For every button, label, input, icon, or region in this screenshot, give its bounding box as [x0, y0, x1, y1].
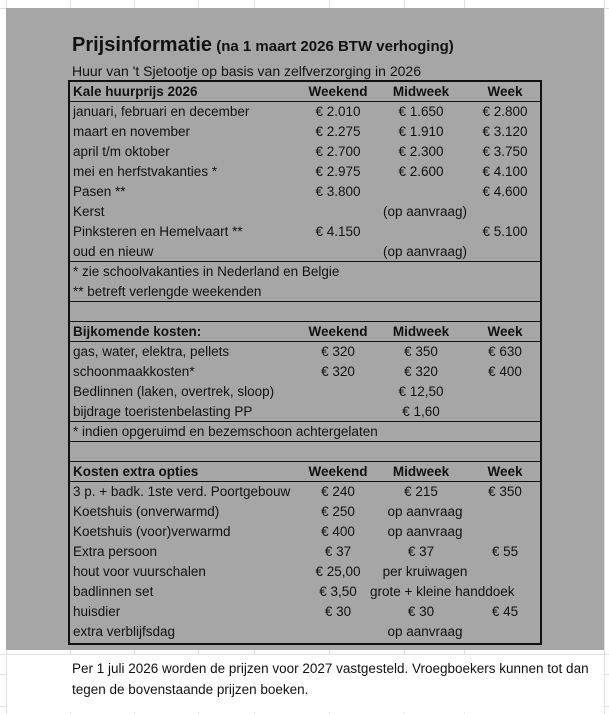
row-label: Kerst: [73, 204, 105, 219]
row-label: Koetshuis (onverwarmd): [73, 504, 220, 519]
column-header-weekend: Weekend: [308, 84, 368, 99]
price-midweek: € 1.910: [398, 124, 444, 139]
price-weekend: € 2.275: [315, 124, 361, 139]
page-title: [72, 34, 454, 57]
table-row: [70, 582, 540, 602]
price-midweek: € 37: [407, 544, 435, 559]
table-row: [70, 622, 540, 642]
table-row: [70, 122, 540, 142]
price-week: € 400: [488, 364, 522, 379]
blank-row: [70, 442, 540, 462]
row-label: Koetshuis (voor)verwarmd: [73, 524, 231, 539]
table-row: [70, 522, 540, 542]
table-row: [70, 482, 540, 502]
price-week: € 55: [491, 544, 519, 559]
row-label: huisdier: [73, 604, 121, 619]
price-midweek: € 1.650: [398, 104, 444, 119]
table-row: [70, 502, 540, 522]
table-row: [70, 102, 540, 122]
column-header-week: Week: [487, 324, 523, 339]
price-weekend: € 25,00: [315, 564, 361, 579]
table-row: [70, 242, 540, 262]
table-row: [70, 562, 540, 582]
price-midweek: € 320: [404, 364, 438, 379]
footnote-row: [70, 282, 540, 302]
price-weekend: € 3,50: [319, 584, 357, 599]
row-label: extra verblijfsdag: [73, 624, 176, 639]
column-header-week: Week: [487, 84, 523, 99]
price-week: € 3.750: [482, 144, 528, 159]
price-week: € 4.600: [482, 184, 528, 199]
price-week: € 5.100: [482, 224, 528, 239]
price-note: (op aanvraag): [382, 204, 468, 219]
row-label: oud en nieuw: [73, 244, 154, 259]
table-row: [70, 382, 540, 402]
price-week: € 45: [491, 604, 519, 619]
row-label: april t/m oktober: [73, 144, 170, 159]
row-label: hout voor vuurschalen: [73, 564, 206, 579]
row-label: Pinksteren en Hemelvaart **: [73, 224, 243, 239]
price-week: € 4.100: [482, 164, 528, 179]
price-week: € 350: [488, 484, 522, 499]
price-note: grote + kleine handdoek: [370, 584, 515, 599]
title-suffix: (na 1 maart 2026 BTW verhoging): [212, 38, 454, 55]
row-label: Kosten extra opties: [73, 464, 199, 479]
title-main: Prijsinformatie: [72, 34, 213, 56]
price-midweek: € 215: [404, 484, 438, 499]
row-label: 3 p. + badk. 1ste verd. Poortgebouw: [73, 484, 291, 499]
table-row: [70, 342, 540, 362]
price-table: [68, 80, 542, 645]
row-label: januari, februari en december: [73, 104, 250, 119]
column-header-midweek: Midweek: [392, 84, 450, 99]
row-label: badlinnen set: [73, 584, 154, 599]
price-note: (op aanvraag): [382, 244, 468, 259]
price-weekend: € 37: [324, 544, 352, 559]
table-row: [70, 542, 540, 562]
row-label: bijdrage toeristenbelasting PP: [73, 404, 253, 419]
section-header-bijkomende-kosten: [70, 322, 540, 342]
row-label: Bijkomende kosten:: [73, 324, 202, 339]
price-weekend: € 240: [321, 484, 355, 499]
row-label: maart en november: [73, 124, 191, 139]
page-subtitle: Huur van 't Sjetootje op basis van zelfverzorging in 2026: [72, 63, 421, 79]
price-note: per kruiwagen: [382, 564, 468, 579]
price-note: op aanvraag: [387, 504, 463, 519]
price-midweek: € 350: [404, 344, 438, 359]
price-midweek: € 12,50: [398, 384, 444, 399]
table-row: [70, 142, 540, 162]
column-header-weekend: Weekend: [308, 464, 368, 479]
price-midweek: € 2.600: [398, 164, 444, 179]
price-weekend: € 30: [324, 604, 352, 619]
row-label: Bedlinnen (laken, overtrek, sloop): [73, 384, 275, 399]
price-week: € 2.800: [482, 104, 528, 119]
row-label: gas, water, elektra, pellets: [73, 344, 230, 359]
row-label: Kale huurprijs 2026: [73, 84, 198, 99]
column-header-midweek: Midweek: [392, 324, 450, 339]
blank-row: [70, 302, 540, 322]
table-row: [70, 222, 540, 242]
note-text: * zie schoolvakanties in Nederland en Belgie: [73, 264, 340, 279]
note-text: * indien opgeruimd en bezemschoon achtergelaten: [73, 424, 378, 439]
price-note: op aanvraag: [387, 624, 463, 639]
row-label: schoonmaakkosten*: [73, 364, 195, 379]
price-week: € 630: [488, 344, 522, 359]
price-midweek: € 30: [407, 604, 435, 619]
table-row: [70, 182, 540, 202]
price-weekend: € 2.975: [315, 164, 361, 179]
price-weekend: € 320: [321, 364, 355, 379]
price-weekend: € 2.010: [315, 104, 361, 119]
row-label: mei en herfstvakanties *: [73, 164, 218, 179]
footnote-row: [70, 262, 540, 282]
table-row: [70, 362, 540, 382]
price-weekend: € 320: [321, 344, 355, 359]
price-weekend: € 2.700: [315, 144, 361, 159]
row-label: Pasen **: [73, 184, 126, 199]
price-note: op aanvraag: [387, 524, 463, 539]
note-text: ** betreft verlengde weekenden: [73, 284, 262, 299]
table-row: [70, 162, 540, 182]
price-week: € 3.120: [482, 124, 528, 139]
row-label: Extra persoon: [73, 544, 158, 559]
price-weekend: € 250: [321, 504, 355, 519]
table-row: [70, 402, 540, 422]
column-header-week: Week: [487, 464, 523, 479]
footnote-row: [70, 422, 540, 442]
column-header-midweek: Midweek: [392, 464, 450, 479]
price-weekend: € 4.150: [315, 224, 361, 239]
price-midweek: € 1,60: [402, 404, 440, 419]
section-header-extra-opties: [70, 462, 540, 482]
section-header-kale-huurprijs: [70, 82, 540, 102]
table-row: [70, 202, 540, 222]
price-midweek: € 2.300: [398, 144, 444, 159]
column-header-weekend: Weekend: [308, 324, 368, 339]
price-footnote: Per 1 juli 2026 worden de prijzen voor 2027 vastgesteld. Vroegboekers kunnen tot dan tegen de bovenstaande prijzen boeken.: [72, 661, 589, 697]
price-weekend: € 400: [321, 524, 355, 539]
table-row: [70, 602, 540, 622]
price-weekend: € 3.800: [315, 184, 361, 199]
